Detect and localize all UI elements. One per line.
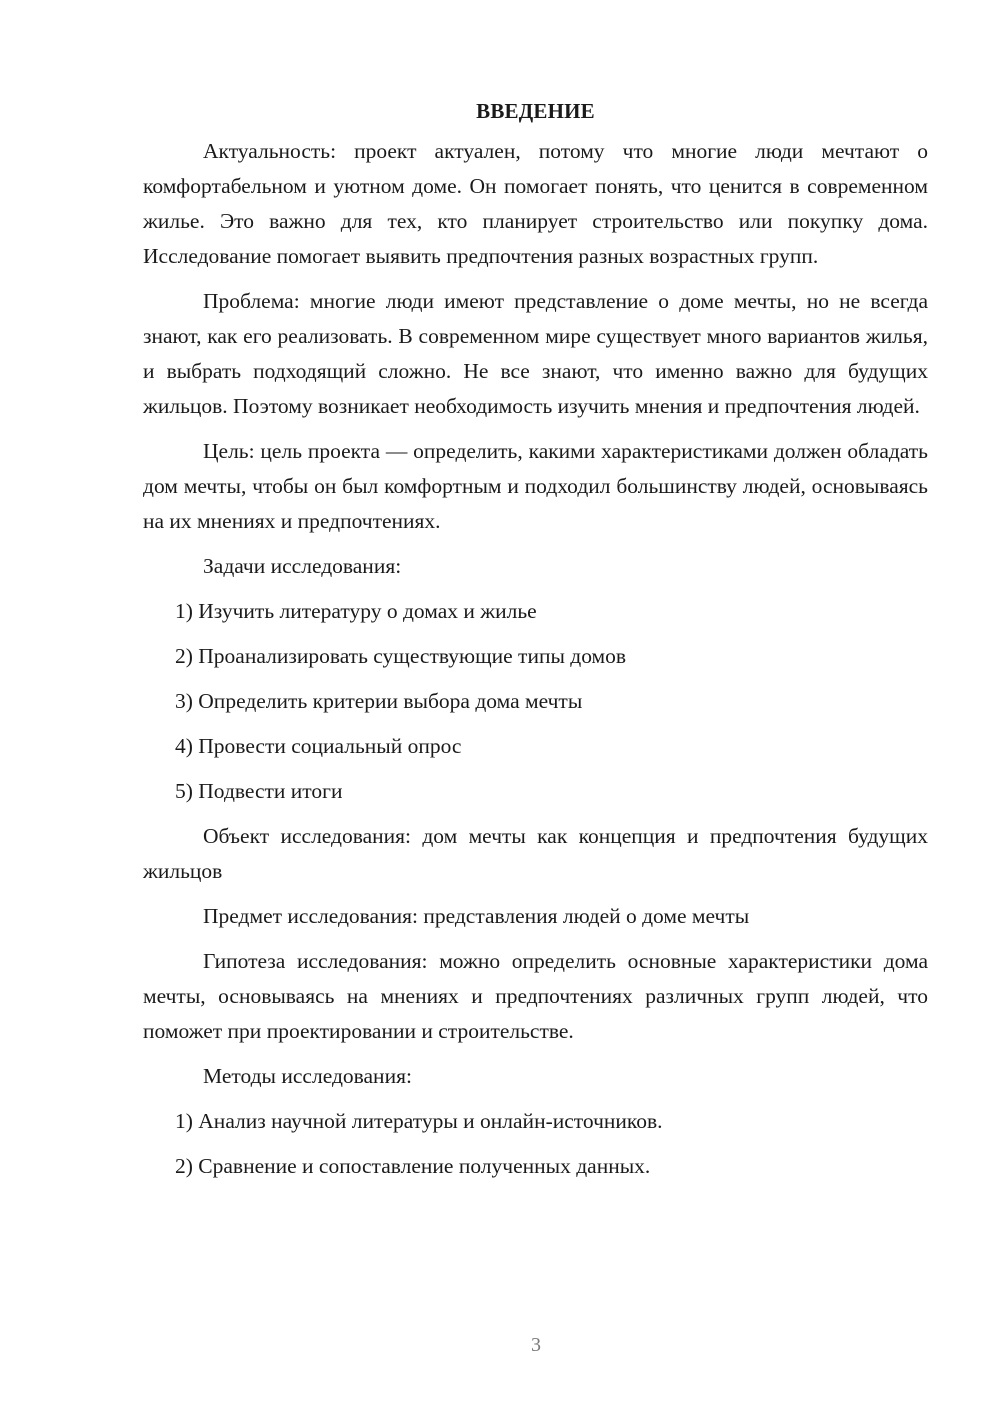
document-page bbox=[143, 96, 928, 1194]
section-title: ВВЕДЕНИЕ bbox=[476, 99, 595, 123]
goal-paragraph: Цель: цель проекта — определить, какими характеристиками должен обладать дом мечты, чтобы он был комфортным и подходил большинству людей, основываясь на их мнениях и предпочтениях. bbox=[143, 439, 928, 533]
page-number: 3 bbox=[531, 1334, 541, 1356]
task-item: 5) Подвести итоги bbox=[175, 779, 343, 803]
task-item: 3) Определить критерии выбора дома мечты bbox=[175, 689, 583, 713]
hypothesis-paragraph: Гипотеза исследования: можно определить основные характеристики дома мечты, основываясь на мнениях и предпочтениях различных групп людей, что поможет при проектировании и строительстве. bbox=[143, 949, 928, 1043]
relevance-paragraph: Актуальность: проект актуален, потому что многие люди мечтают о комфортабельном и уютном доме. Он помогает понять, что ценится в современном жилье. Это важно для тех, кто планирует строительство или покупку дома. Исследование помогает выявить предпочтения разных возрастных групп. bbox=[143, 139, 928, 268]
method-item: 1) Анализ научной литературы и онлайн-источников. bbox=[175, 1109, 663, 1133]
task-item: 1) Изучить литературу о домах и жилье bbox=[175, 599, 537, 623]
object-paragraph: Объект исследования: дом мечты как концепция и предпочтения будущих жильцов bbox=[143, 824, 928, 883]
task-item: 2) Проанализировать существующие типы домов bbox=[175, 644, 627, 668]
tasks-heading: Задачи исследования: bbox=[203, 554, 402, 578]
method-item: 2) Сравнение и сопоставление полученных данных. bbox=[175, 1154, 651, 1178]
subject-paragraph: Предмет исследования: представления людей о доме мечты bbox=[203, 904, 750, 928]
task-item: 4) Провести социальный опрос bbox=[175, 734, 462, 758]
methods-heading: Методы исследования: bbox=[203, 1064, 412, 1088]
problem-paragraph: Проблема: многие люди имеют представление о доме мечты, но не всегда знают, как его реализовать. В современном мире существует много вариантов жилья, и выбрать подходящий сложно. Не все знают, что именно важно для будущих жильцов. Поэтому возникает необходимость изучить мнения и предпочтения людей. bbox=[143, 289, 928, 418]
